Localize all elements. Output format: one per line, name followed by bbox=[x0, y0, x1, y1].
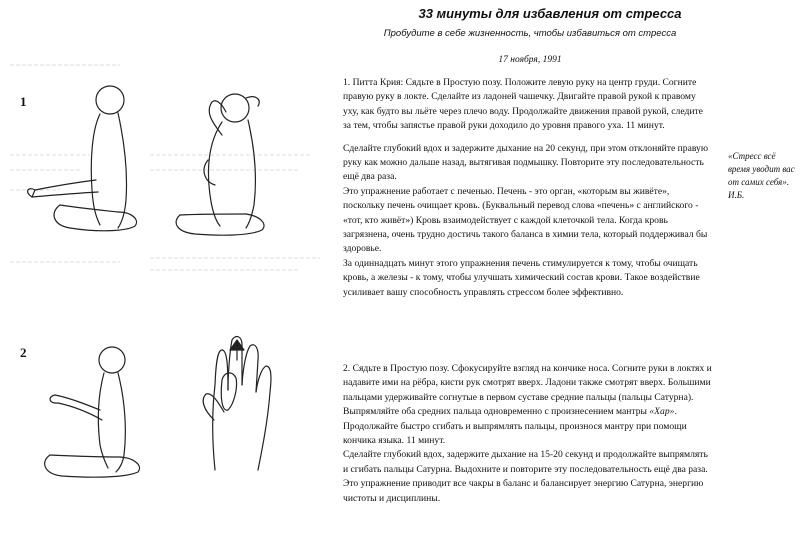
mantra: «Хар» bbox=[649, 406, 675, 418]
illustrations bbox=[0, 0, 330, 548]
page-subtitle: Пробудите в себе жизненность, чтобы избавиться от стресса bbox=[383, 28, 677, 39]
exercise-1-text bbox=[343, 76, 713, 300]
exercise-2-instructions-b: . Продолжайте быстро сгибать и выпрямлять пальцы, произнося мантру при помощи кончика языка. 11 минут. bbox=[343, 406, 687, 447]
exercise-2-effect: Это упражнение приводит все чакры в баланс и балансирует энергию Сатурна, энергию чистоты и дисциплины. bbox=[343, 478, 704, 504]
exercise-2-instructions bbox=[343, 362, 713, 448]
quote-text: «Стресс всё время уводит вас от самих себя». bbox=[728, 151, 795, 187]
figure-1-pose-b bbox=[176, 94, 264, 235]
figure-label-1: 1 bbox=[20, 94, 27, 109]
exercise-1-instructions: 1. Питта Крия: Сядьте в Простую позу. Положите левую руку на центр груди. Согните правую руку в локте. Сделайте из ладоней чашечку. Двигайте правой рукой к правому уху, как будто вы льёте через плечо воду. Продолжайте движения правой рукой, следите за тем, чтобы запястье правой руки доходило до уровня правого уха. 11 минут. bbox=[343, 77, 703, 132]
figure-2-pose-a bbox=[45, 347, 140, 477]
exercise-1-breath: Сделайте глубокий вдох и задержите дыхание на 20 секунд, при этом отклоняйте правую руку как можно дальше назад, вытягивая подмышку. Повторите эту последовательность ещё два раза. bbox=[343, 142, 708, 183]
exercise-2-text bbox=[343, 362, 713, 506]
figure-1-pose-a bbox=[28, 86, 137, 231]
exercise-2-instructions-a: 2. Сядьте в Простую позу. Сфокусируйте взгляд на кончике носа. Согните руки в локтях и надавите ими на рёбра, кисти рук смотрят вверх. Ладони также смотрят вверх. Большими пальцами удерживайте согнутые в первом суставе средние пальцы (пальцы Сатурна). Выпрямляйте оба средних пальца одновременно с произнесением мантры bbox=[343, 363, 712, 418]
exercise-1-effect: За одиннадцать минут этого упражнения печень стимулируется к тому, чтобы очищать кровь, а железы - к тому, чтобы улучшать химический состав крови. Такое воздействие усиливает вашу способность управлять стрессом более эффективно. bbox=[343, 257, 700, 298]
hand-mudra-drawing bbox=[203, 337, 271, 470]
bleed-through-text bbox=[10, 65, 320, 270]
page-title: 33 минуты для избавления от стресса bbox=[418, 6, 682, 21]
figure-label-2: 2 bbox=[20, 345, 27, 360]
quote-author: И.Б. bbox=[728, 190, 745, 200]
exercise-1-explanation: Это упражнение работает с печенью. Печень - это орган, «которым вы живёте», поскольку печень очищает кровь. (Буквальный перевод слова «печень» с английского - «тот, кто живёт») Кровь взаимодействует с каждой клеточкой тела. Когда кровь загрязнена, очень трудно достичь такого баланса в химии тела, который поддерживал бы здоровье. bbox=[343, 185, 708, 255]
side-quote bbox=[728, 150, 798, 202]
date: 17 ноября, 1991 bbox=[498, 55, 562, 65]
exercise-2-breath: Сделайте глубокий вдох, задержите дыхание на 15-20 секунд и продолжайте выпрямлять и сгибать пальцы Сатурна. Выдохните и повторите эту последовательность ещё два раза. bbox=[343, 449, 708, 475]
